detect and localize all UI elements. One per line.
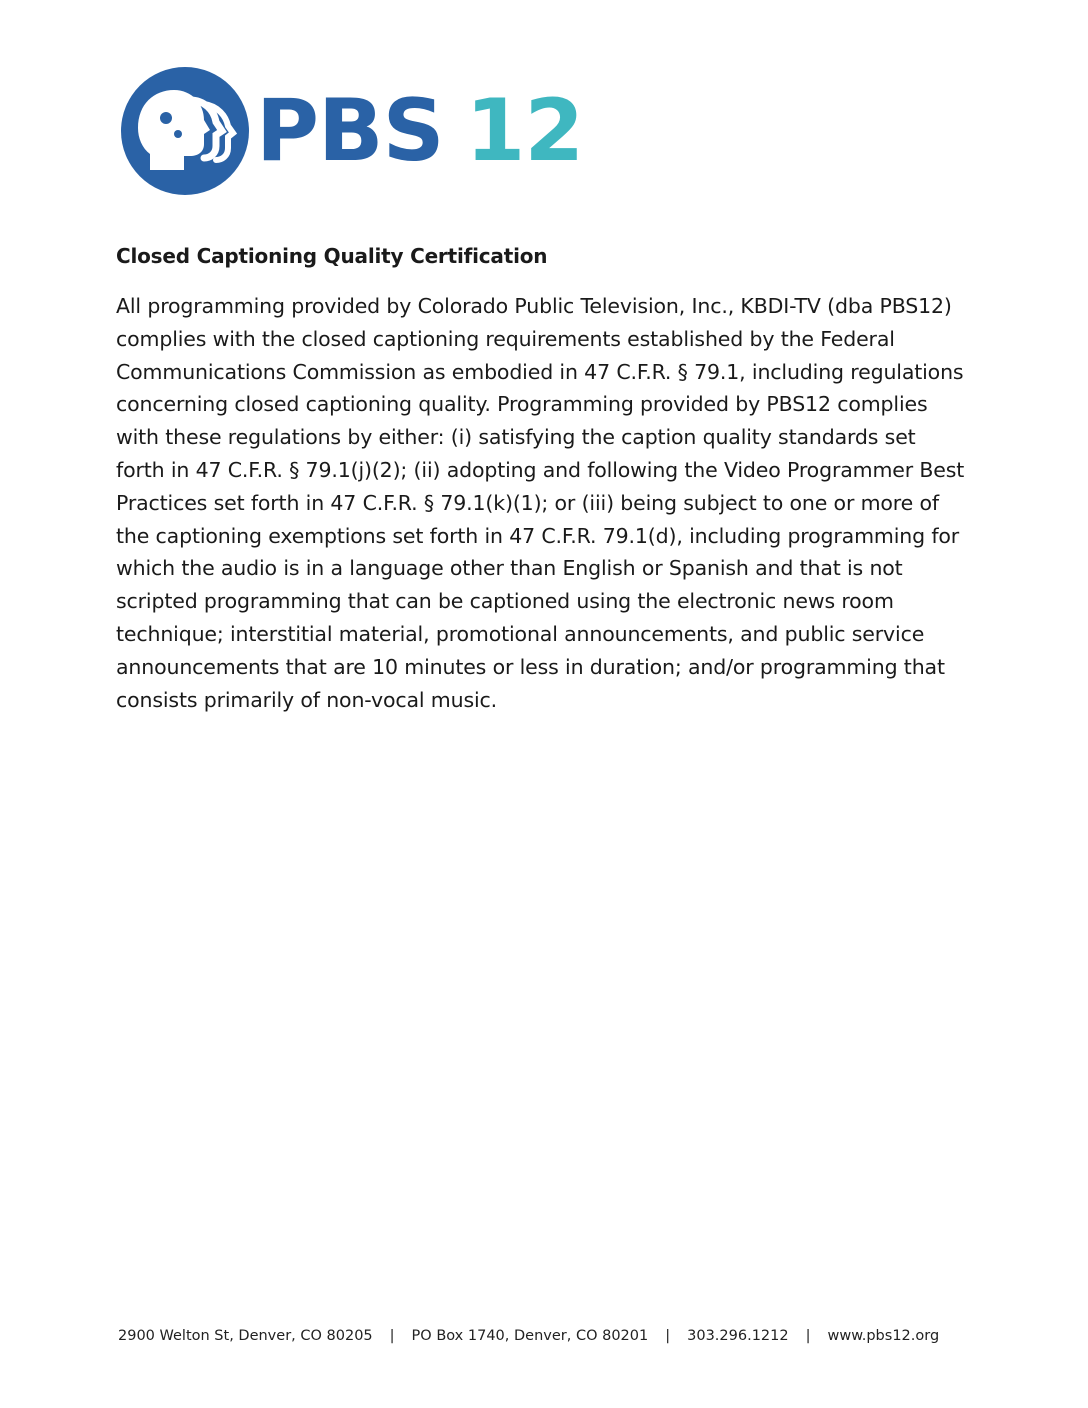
logo-wordmark bbox=[256, 81, 584, 181]
footer-street-address: 2900 Welton St, Denver, CO 80205 bbox=[118, 1328, 373, 1344]
letterhead-footer bbox=[118, 1328, 958, 1344]
pbs12-logo bbox=[120, 66, 583, 196]
pbs-head-profile-icon bbox=[120, 66, 250, 196]
footer-separator: | bbox=[805, 1328, 811, 1344]
logo-pbs-text: PBS bbox=[256, 81, 444, 181]
document-title: Closed Captioning Quality Certification bbox=[116, 244, 548, 268]
certification-paragraph: All programming provided by Colorado Public Television, Inc., KBDI-TV (dba PBS12) complies with the closed captioning requirements established by the Federal Communications Commission as embodied in 47 C.F.R. § 79.1, including regulations concerning closed captioning quality. Programming provided by PBS12 complies with these regulations by either: (i) satisfying the caption quality standards set forth in 47 C.F.R. § 79.1(j)(2); (ii) adopting and following the Video Programmer Best Practices set forth in 47 C.F.R. § 79.1(k)(1); or (iii) being subject to one or more of the captioning exemptions set forth in 47 C.F.R. 79.1(d), including programming for which the audio is in a language other than English or Spanish and that is not scripted programming that can be captioned using the electronic news room technique; interstitial material, promotional announcements, and public service announcements that are 10 minutes or less in duration; and/or programming that consists primarily of non-vocal music. bbox=[116, 294, 965, 712]
footer-po-box: PO Box 1740, Denver, CO 80201 bbox=[411, 1328, 649, 1344]
footer-phone: 303.296.1212 bbox=[687, 1328, 789, 1344]
footer-separator: | bbox=[665, 1328, 671, 1344]
logo-number-text: 12 bbox=[465, 81, 584, 181]
footer-website: www.pbs12.org bbox=[827, 1328, 940, 1344]
footer-separator: | bbox=[389, 1328, 395, 1344]
